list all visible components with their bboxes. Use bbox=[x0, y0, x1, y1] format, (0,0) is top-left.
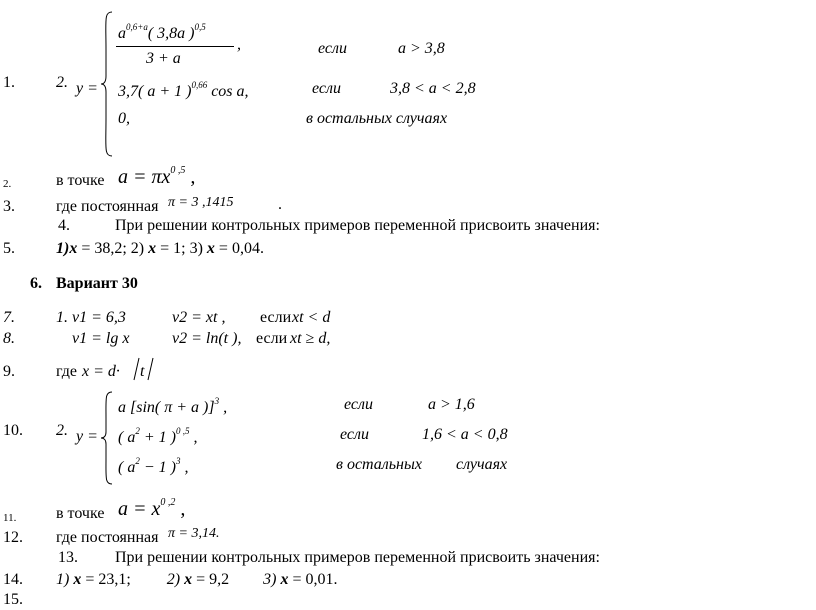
system1-label: 2. bbox=[56, 74, 68, 91]
system2-row2-condition: 1,6 < a < 0,8 bbox=[422, 426, 508, 443]
point1-text: в точке bbox=[56, 172, 105, 189]
system2-row1-condition: a > 1,6 bbox=[428, 396, 475, 413]
line-number-5: 5. bbox=[3, 240, 15, 257]
variant-title: Вариант 30 bbox=[56, 275, 138, 292]
line-number-4: 4. bbox=[58, 217, 70, 234]
line-number-9: 9. bbox=[3, 363, 15, 380]
line-number-3: 3. bbox=[3, 198, 15, 215]
line-number-6: 6. bbox=[30, 275, 42, 292]
values1: 1)x = 38,2; 2) x = 1; 3) x = 0,04. bbox=[56, 240, 264, 257]
point1-formula: a = πx$^{0 ,5}$ , bbox=[118, 165, 196, 188]
line-number-1: 1. bbox=[3, 74, 15, 91]
note2-text: При решении контрольных примеров переменной присвоить значения: bbox=[115, 549, 600, 566]
system2-label: 2. bbox=[56, 422, 68, 439]
line7-if: если bbox=[260, 309, 292, 326]
line7-v1: 1. v1 = 6,3 bbox=[56, 309, 126, 326]
system2-row3-expression: ( $a^2 - 1$ )$^3$ , bbox=[118, 456, 189, 476]
point2-text: в точке bbox=[56, 505, 105, 522]
line-number-13: 13. bbox=[58, 549, 78, 566]
system1-y: y = bbox=[76, 80, 98, 97]
system2-row2-if: если bbox=[340, 426, 369, 443]
line8-condition: xt ≥ d, bbox=[290, 330, 331, 347]
system2-brace bbox=[100, 390, 114, 486]
system1-brace bbox=[100, 10, 114, 158]
system1-row1-numerator: $a^{0,6+a}$( 3,8a )$^{0,5}$ bbox=[118, 22, 206, 42]
line7-condition: xt < d bbox=[292, 309, 331, 326]
line-number-10: 10. bbox=[3, 422, 23, 439]
system1-row2-expression: 3,7( a + 1 )$^{0,66}$ cos a, bbox=[118, 80, 249, 100]
line-number-15: 15. bbox=[3, 591, 23, 608]
system1-row1-comma: , bbox=[237, 36, 241, 53]
line9-t: t bbox=[140, 363, 145, 380]
const1-text: где постоянная bbox=[56, 198, 159, 215]
line9-formula: x = d· bbox=[82, 363, 120, 380]
point2-formula: $a = x^{0 ,2}$ , bbox=[118, 497, 186, 520]
const2-formula: π = 3,14. bbox=[168, 526, 220, 541]
system1-row1-fraction-bar bbox=[116, 46, 234, 47]
const1-tail: . bbox=[278, 196, 282, 213]
const2-text: где постоянная bbox=[56, 529, 159, 546]
line-number-12: 12. bbox=[3, 529, 23, 546]
system1-row1-denominator: 3 + a bbox=[146, 50, 181, 67]
line-number-11: 11. bbox=[3, 512, 17, 524]
system2-row1-if: если bbox=[344, 396, 373, 413]
line8-if: если bbox=[256, 330, 288, 347]
line8-v1: v1 = lg x bbox=[72, 330, 130, 347]
system2-y: y = bbox=[76, 428, 98, 445]
system2-row2-expression: ( $a^2 + 1$ )$^{0 ,5}$ , bbox=[118, 426, 198, 446]
line-number-7: 7. bbox=[3, 309, 15, 326]
line7-v2: v2 = xt , bbox=[172, 309, 226, 326]
const1-formula: π = 3 ,1415 bbox=[168, 195, 234, 210]
line9-text: где bbox=[56, 363, 78, 380]
system1-row3-expression: 0, bbox=[118, 110, 130, 127]
system1-row2-if: если bbox=[312, 80, 341, 97]
system1-row1-condition: a > 3,8 bbox=[398, 40, 445, 57]
line-number-2: 2. bbox=[3, 178, 12, 190]
note1-text: При решении контрольных примеров переменной присвоить значения: bbox=[115, 217, 600, 234]
system1-row1-if: если bbox=[318, 40, 347, 57]
line-number-8: 8. bbox=[3, 330, 15, 347]
system2-row3-otherwise: в остальных bbox=[336, 456, 422, 473]
system1-row2-condition: 3,8 < a < 2,8 bbox=[390, 80, 476, 97]
line8-v2: v2 = ln(t ), bbox=[172, 330, 242, 347]
values2: 1) x = 23,1; 2) x = 9,2 3) x = 0,01. bbox=[56, 571, 338, 588]
system2-row1-expression: a [sin( π + a )]$^3$ , bbox=[118, 396, 228, 416]
line-number-14: 14. bbox=[3, 571, 23, 588]
system2-row3-cases: случаях bbox=[456, 456, 508, 473]
system1-row3-otherwise: в остальных случаях bbox=[306, 110, 448, 127]
